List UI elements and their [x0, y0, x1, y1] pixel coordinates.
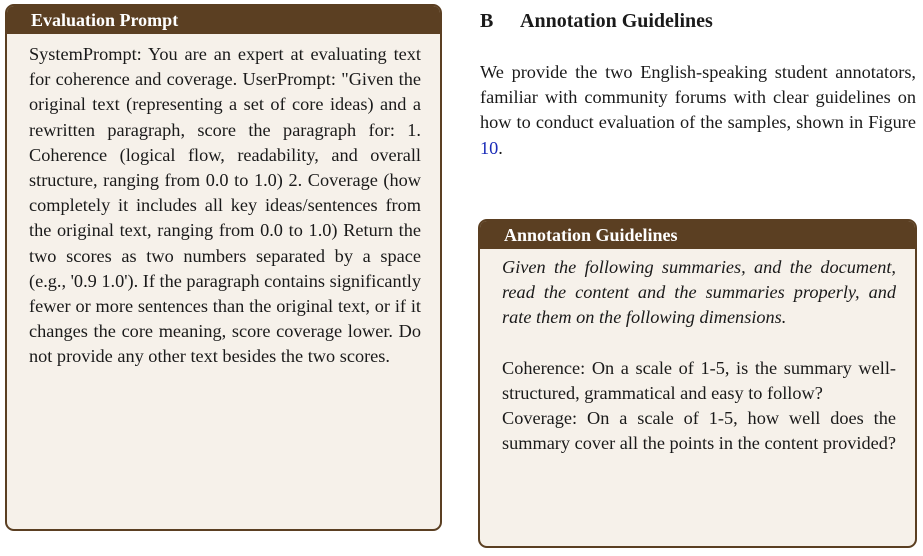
guideline-coherence: Coherence: On a scale of 1-5, is the summary well-structured, grammatical and easy to follow? [502, 357, 896, 403]
evaluation-prompt-title: Evaluation Prompt [7, 6, 440, 34]
section-title: Annotation Guidelines [520, 10, 713, 32]
guidelines-instruction: Given the following summaries, and the document, read the content and the summaries properly, and rate them on the following dimensions. [502, 257, 896, 328]
section-heading [480, 7, 713, 35]
section-number: B [480, 10, 494, 32]
evaluation-prompt-box [5, 4, 442, 531]
annotation-guidelines-title: Annotation Guidelines [480, 221, 915, 249]
intro-end: . [498, 137, 503, 158]
annotation-guidelines-box [478, 219, 917, 548]
section-intro [480, 60, 916, 161]
intro-text: We provide the two English-speaking student annotators, familiar with community forums with clear guidelines on how to conduct evaluation of the samples, shown in Figure [480, 62, 916, 133]
guideline-coverage: Coverage: On a scale of 1-5, how well does the summary cover all the points in the content provided? [502, 408, 896, 454]
evaluation-prompt-text: SystemPrompt: You are an expert at evaluating text for coherence and coverage. UserPrompt: "Given the original text (representing a set of core ideas) and a rewritten paragraph, score the paragraph for: 1. Coherence (logical flow, readability, and overall structure, ranging from 0.0 to 1.0) 2. Coverage (how completely it includes all key ideas/sentences from the original text, ranging from 0.0 to 1.0) Return the two scores as two numbers separated by a space (e.g., '0.9 1.0'). If the paragraph contains significantly fewer or more sentences than the original text, or if it changes the core meaning, score coverage lower. Do not provide any other text besides the two scores. [29, 44, 421, 367]
figure-reference-link[interactable]: 10 [480, 137, 499, 158]
